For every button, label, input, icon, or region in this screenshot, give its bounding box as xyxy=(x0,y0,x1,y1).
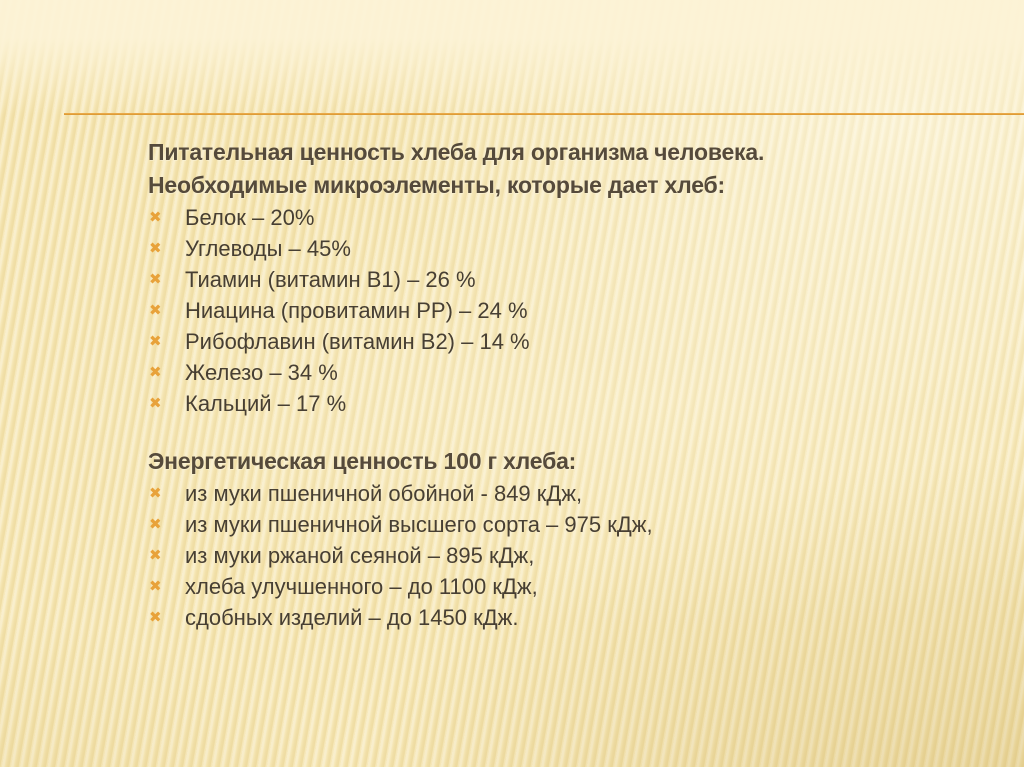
list-item xyxy=(148,540,888,571)
cross-bullet-icon: ✖ xyxy=(149,516,162,533)
list-item xyxy=(148,602,888,633)
list-item xyxy=(148,357,888,388)
list-item-text: Белок – 20% xyxy=(185,205,315,230)
slide-content xyxy=(148,136,888,633)
list-item xyxy=(148,202,888,233)
slide-title-line-2: Необходимые микроэлементы, которые дает хлеб: xyxy=(148,172,725,198)
cross-bullet-icon: ✖ xyxy=(149,485,162,502)
cross-bullet-icon: ✖ xyxy=(149,364,162,381)
list-item-text: Рибофлавин (витамин В2) – 14 % xyxy=(185,329,530,354)
slide-title-line-1: Питательная ценность хлеба для организма человека. xyxy=(148,139,765,165)
list-item-text: из муки пшеничной высшего сорта – 975 кДж, xyxy=(185,512,653,537)
list-item-text: Углеводы – 45% xyxy=(185,236,351,261)
list-item-text: Кальций – 17 % xyxy=(185,391,347,416)
list-item xyxy=(148,478,888,509)
list-item-text: хлеба улучшенного – до 1100 кДж, xyxy=(185,574,538,599)
cross-bullet-icon: ✖ xyxy=(149,302,162,319)
cross-bullet-icon: ✖ xyxy=(149,240,162,257)
cross-bullet-icon: ✖ xyxy=(149,609,162,626)
cross-bullet-icon: ✖ xyxy=(149,333,162,350)
accent-divider-line xyxy=(64,113,1024,115)
list-item xyxy=(148,509,888,540)
cross-bullet-icon: ✖ xyxy=(149,547,162,564)
list-item-text: Железо – 34 % xyxy=(185,360,338,385)
list-item xyxy=(148,326,888,357)
list-item xyxy=(148,233,888,264)
list-item-text: Ниацина (провитамин РР) – 24 % xyxy=(185,298,528,323)
list-item-text: из муки ржаной сеяной – 895 кДж, xyxy=(185,543,535,568)
micronutrients-list xyxy=(148,202,888,419)
list-item-text: Тиамин (витамин В1) – 26 % xyxy=(185,267,476,292)
list-item-text: сдобных изделий – до 1450 кДж. xyxy=(185,605,519,630)
cross-bullet-icon: ✖ xyxy=(149,395,162,412)
list-item xyxy=(148,295,888,326)
energy-values-list xyxy=(148,478,888,633)
energy-section-title: Энергетическая ценность 100 г хлеба: xyxy=(148,448,577,474)
list-item xyxy=(148,571,888,602)
cross-bullet-icon: ✖ xyxy=(149,209,162,226)
list-item xyxy=(148,388,888,419)
cross-bullet-icon: ✖ xyxy=(149,578,162,595)
list-item xyxy=(148,264,888,295)
cross-bullet-icon: ✖ xyxy=(149,271,162,288)
list-item-text: из муки пшеничной обойной - 849 кДж, xyxy=(185,481,583,506)
